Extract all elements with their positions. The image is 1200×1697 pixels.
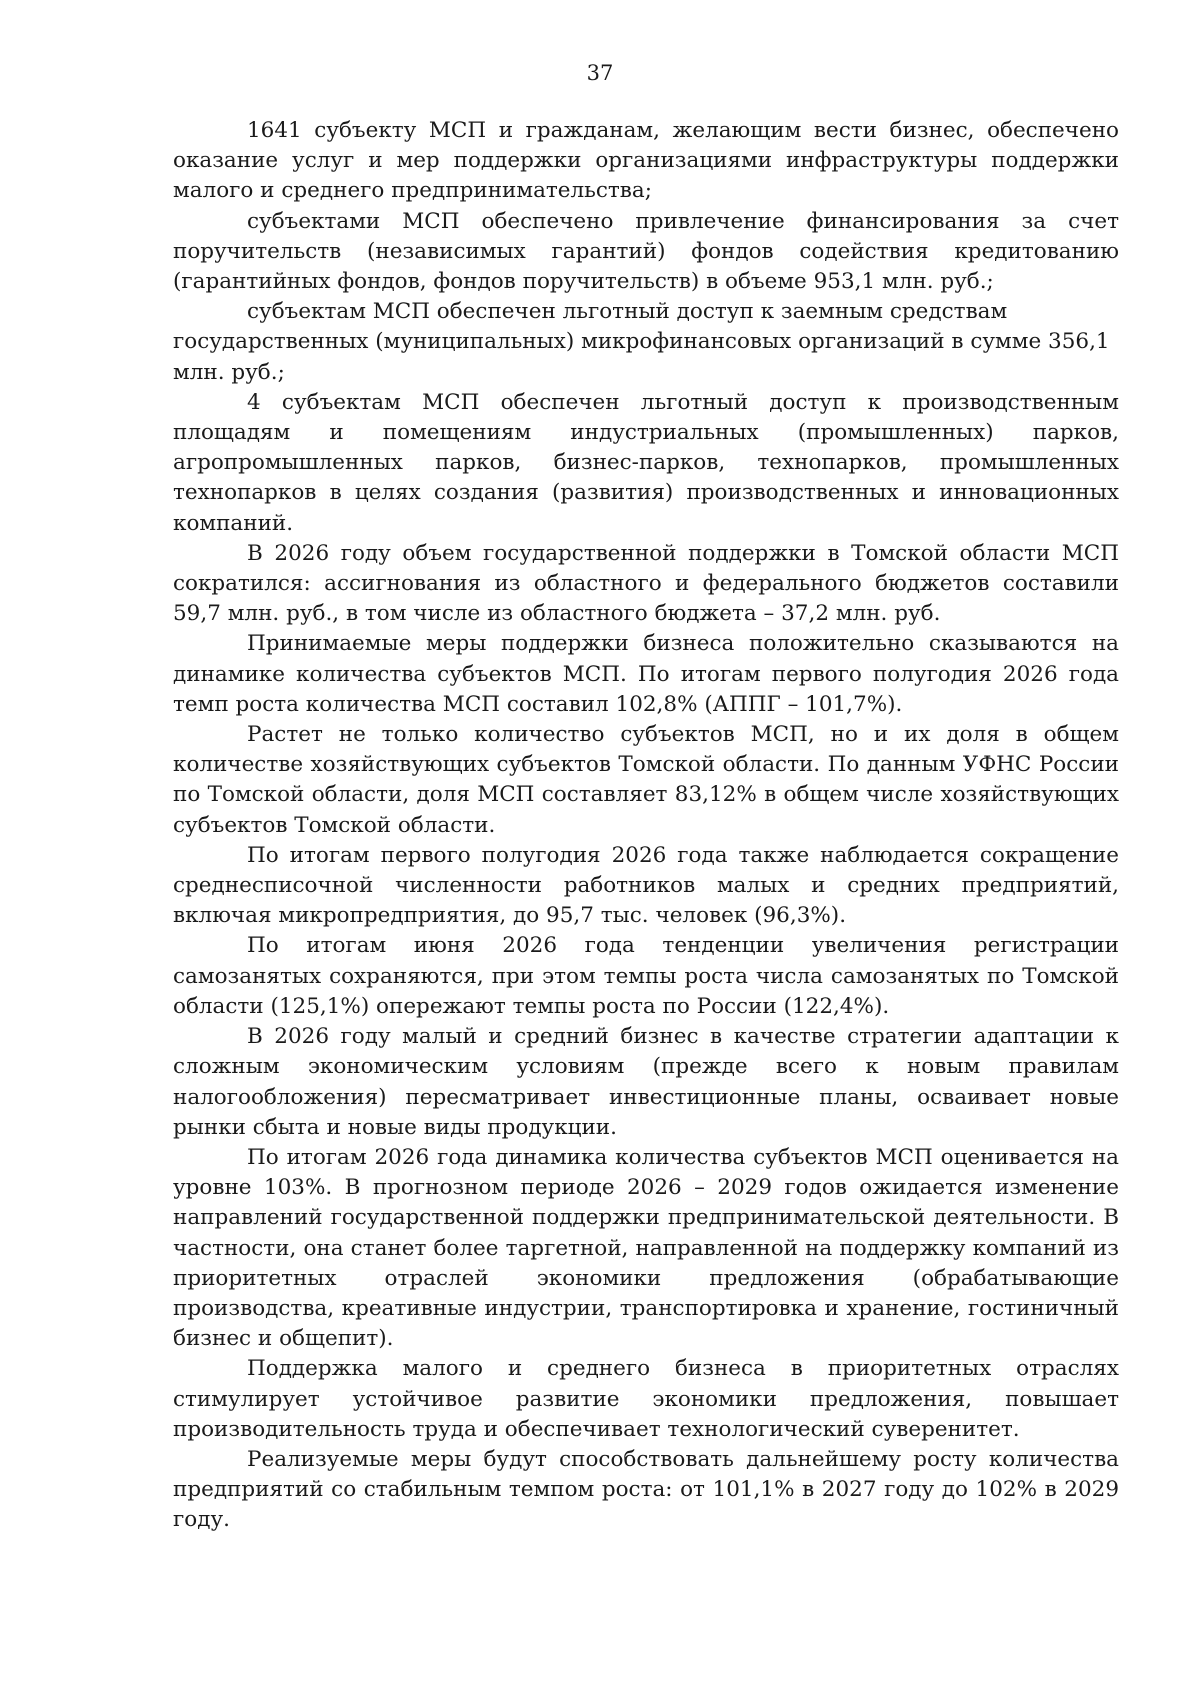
paragraph: Принимаемые меры поддержки бизнеса положительно сказываются на динамике количества субъектов МСП. По итогам первого полугодия 2026 года темп роста количества МСП составил 102,8% (АППГ – 101,7%).	[173, 631, 1119, 717]
document-body	[173, 116, 1119, 1536]
paragraph: По итогам 2026 года динамика количества субъектов МСП оценивается на уровне 103%. В прогнозном периоде 2026 – 2029 годов ожидается изменение направлений государственной поддержки предпринимательской деятельности. В частности, она станет более таргетной, направленной на поддержку компаний из приоритетных отраслей экономики предложения (обрабатывающие производства, креативные индустрии, транспортировка и хранение, гостиничный бизнес и общепит).	[173, 1144, 1119, 1352]
paragraph: 1641 субъекту МСП и гражданам, желающим вести бизнес, обеспечено оказание услуг и мер поддержки организациями инфраструктуры поддержки малого и среднего предпринимательства;	[173, 118, 1119, 204]
page-number: 37	[586, 61, 614, 85]
paragraph: По итогам июня 2026 года тенденции увеличения регистрации самозанятых сохраняются, при этом темпы роста числа самозанятых по Томской области (125,1%) опережают темпы роста по России (122,4%).	[173, 933, 1119, 1019]
paragraph: По итогам первого полугодия 2026 года также наблюдается сокращение среднесписочной численности работников малых и средних предприятий, включая микропредприятия, до 95,7 тыс. человек (96,3%).	[173, 842, 1119, 929]
paragraph: В 2026 году объем государственной поддержки в Томской области МСП сократился: ассигнования из областного и федерального бюджетов составили 59,7 млн. руб., в том числе из областного бюджета – 37,2 млн. руб.	[173, 540, 1119, 627]
paragraph: Поддержка малого и среднего бизнеса в приоритетных отраслях стимулирует устойчивое развитие экономики предложения, повышает производительность труда и обеспечивает технологический суверенитет.	[173, 1356, 1119, 1442]
paragraph: субъектами МСП обеспечено привлечение финансирования за счет поручительств (независимых гарантий) фондов содействия кредитованию (гарантийных фондов, фондов поручительств) в объеме 953,1 млн. руб.;	[173, 208, 1119, 295]
paragraph: субъектам МСП обеспечен льготный доступ к заемным средствам государственных (муниципальных) микрофинансовых организаций в сумме 356,1 млн. руб.;	[173, 299, 1110, 385]
paragraph: В 2026 году малый и средний бизнес в качестве стратегии адаптации к сложным экономическим условиям (прежде всего к новым правилам налогообложения) пересматривает инвестиционные планы, осваивает новые рынки сбыта и новые виды продукции.	[173, 1024, 1119, 1140]
paragraph: Растет не только количество субъектов МСП, но и их доля в общем количестве хозяйствующих субъектов Томской области. По данным УФНС России по Томской области, доля МСП составляет 83,12% в общем числе хозяйствующих субъектов Томской области.	[173, 722, 1119, 838]
paragraph: 4 субъектам МСП обеспечен льготный доступ к производственным площадям и помещениям индустриальных (промышленных) парков, агропромышленных парков, бизнес-парков, технопарков, промышленных технопарков в целях создания (развития) производственных и инновационных компаний.	[173, 389, 1119, 536]
paragraph: Реализуемые меры будут способствовать дальнейшему росту количества предприятий со стабильным темпом роста: от 101,1% в 2027 году до 102% в 2029 году.	[173, 1446, 1119, 1533]
